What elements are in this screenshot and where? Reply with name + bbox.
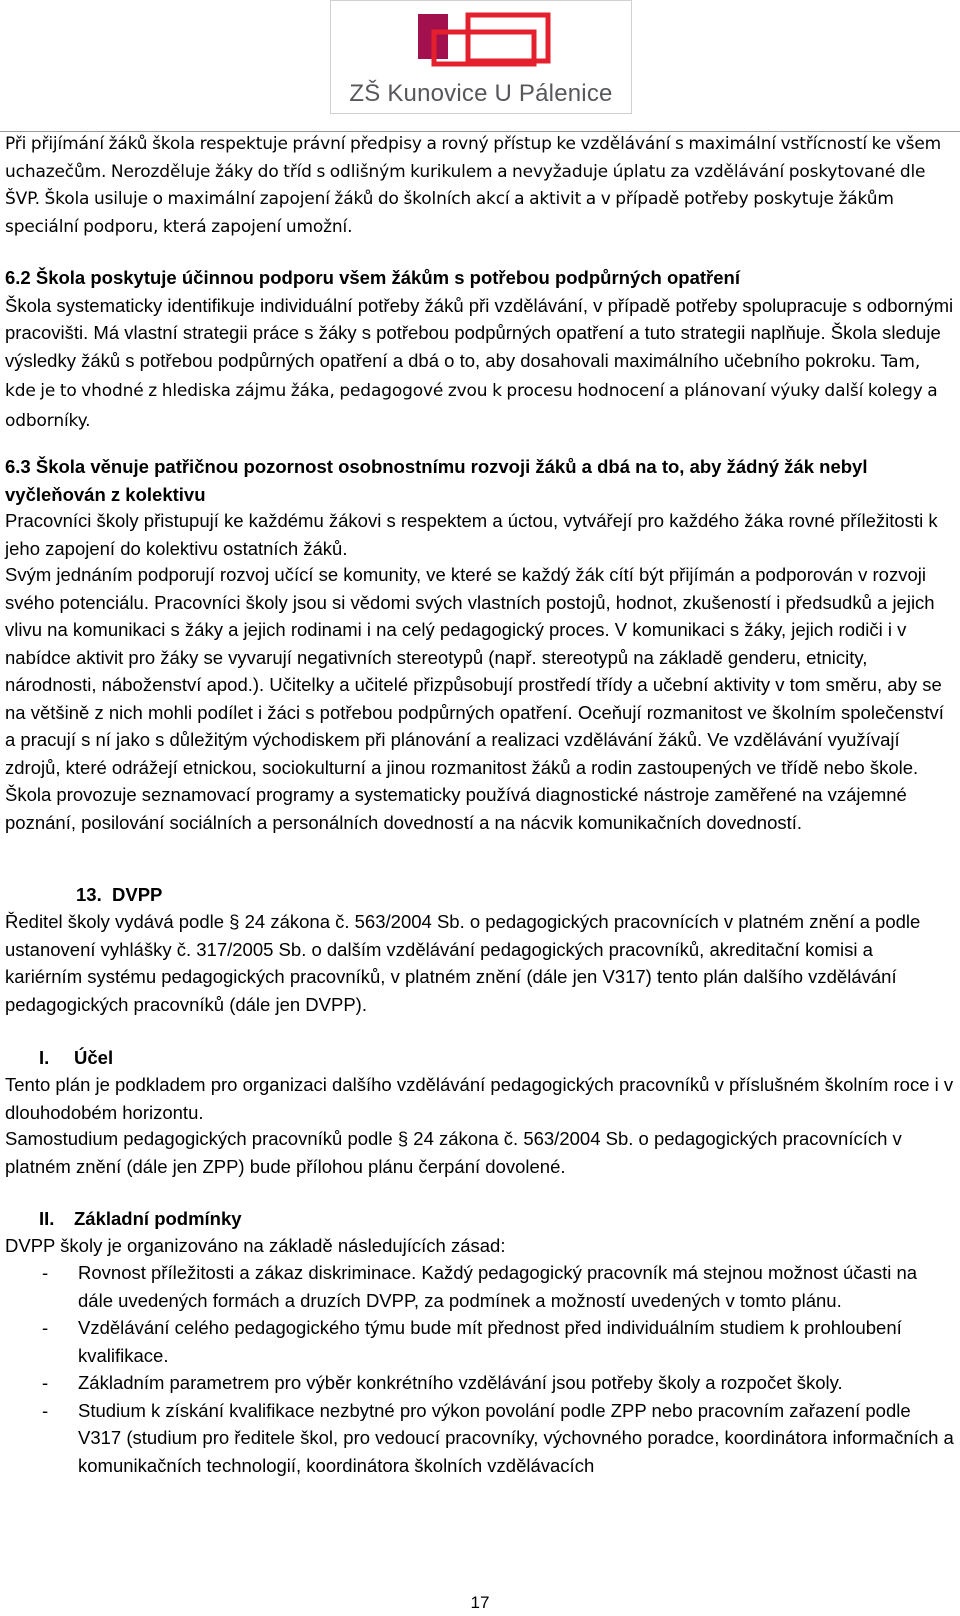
section-II-list — [5, 1259, 955, 1479]
section-6-2-body — [5, 292, 955, 436]
section-II-number: II. — [39, 1208, 55, 1229]
bullet-dash: - — [42, 1372, 49, 1393]
section-I-body-1: Tento plán je podkladem pro organizaci dalšího vzdělávání pedagogických pracovníků v příslušném školním roce i v dlouhodobém horizontu. — [5, 1074, 954, 1123]
list-item-text: Základním parametrem pro výběr konkrétního vzdělávání jsou potřeby školy a rozpočet školy. — [78, 1372, 843, 1393]
section-I-number: I. — [39, 1047, 50, 1068]
bullet-dash: - — [42, 1399, 49, 1421]
section-I-title: Účel — [74, 1047, 114, 1068]
list-item-text: Rovnost příležitosti a zákaz diskriminace. Každý pedagogický pracovník má stejnou možnost účasti na dále uvedených formách a druzích DVPP, za podmínek a možností uvedených v tomto plánu. — [78, 1262, 918, 1311]
section-I-heading — [39, 1044, 113, 1072]
section-13-title: DVPP — [112, 884, 163, 905]
section-6-2-body-a: Škola systematicky identifikuje individuální potřeby žáků při vzdělávání, v případě potřeby spolupracuje s odbornými pracovišti. Má vlastní strategii práce s žáky s potřebou podpůrných opatření a tuto strategii naplňuje. Škola sleduje výsledky žáků s potřebou podpůrných opatření a dbá o to, aby dosahovali maximálního učebního pokroku. — [5, 294, 954, 371]
page-number: 17 — [470, 1593, 490, 1612]
list-item — [5, 1259, 955, 1314]
section-II-title: Základní podmínky — [74, 1208, 242, 1229]
logo-text: ZŠ Kunovice U Pálenice — [349, 80, 613, 107]
section-13-body: Ředitel školy vydává podle § 24 zákona č. 563/2004 Sb. o pedagogických pracovnících v platném znění a podle ustanovení vyhlášky č. 317/2005 Sb. o dalším vzdělávání pedagogických pracovníků, akreditační komisi a kariérním systému pedagogických pracovníků, v platném znění (dále jen V317) tento plán dalšího vzdělávání pedagogických pracovníků (dále jen DVPP). — [5, 911, 921, 1015]
section-I-body-2: Samostudium pedagogických pracovníků podle § 24 zákona č. 563/2004 Sb. o pedagogických pracovnících v platném znění (dále jen ZPP) bude přílohou plánu čerpání dovolené. — [5, 1128, 902, 1177]
bullet-dash: - — [42, 1317, 49, 1338]
list-item — [5, 1314, 955, 1369]
section-13-number: 13. — [76, 884, 102, 905]
list-item-text: Vzdělávání celého pedagogického týmu bude mít přednost před individuálním studiem k prohloubení kvalifikace. — [78, 1317, 902, 1366]
section-6-2-body-b: Tam, kde je to vhodné z hlediska zájmu žáka, pedagogové zvou k procesu hodnocení a plánovaní výuky další kolegy a odborníky. — [5, 351, 938, 431]
school-logo — [330, 0, 632, 114]
list-item — [5, 1369, 955, 1397]
section-6-3-body-1: Pracovníci školy přistupují ke každému žákovi s respektem a úctou, vytvářejí pro každého žáka rovné příležitosti k jeho zapojení do kolektivu ostatních žáků. — [5, 510, 938, 559]
section-6-2-heading: 6.2 Škola poskytuje účinnou podporu všem žákům s potřebou podpůrných opatření — [5, 267, 740, 288]
section-6-3-heading: 6.3 Škola věnuje patřičnou pozornost osobnostnímu rozvoji žáků a dbá na to, aby žádný žák nebyl vyčleňován z kolektivu — [5, 456, 868, 505]
section-13-heading — [76, 881, 162, 909]
section-6-3-body-2: Svým jednáním podporují rozvoj učící se komunity, ve které se každý žák cítí být přijímán a podporován v rozvoji svého potenciálu. Pracovníci školy jsou si vědomi svých vlastních postojů, hodnot, zkušeností i předsudků a jejich vlivu na komunikaci s žáky a jejich rodinami i na celý pedagogický proces. V komunikaci s žáky, jejich rodiči i v nabídce aktivit pro žáky se vyvarují negativních stereotypů (např. stereotypů na základě genderu, etnicity, národnosti, náboženství apod.). Učitelky a učitelé přizpůsobují prostředí třídy a učební aktivity v tom směru, aby se na většině z nich mohli podílet i žáci s potřebou podpůrných opatření. Oceňují rozmanitost ve školním společenství a pracují s ní jako s důležitým východiskem při plánování a realizaci vzdělávání žáků. Ve vzdělávání využívají zdrojů, které odrážejí etnickou, sociokulturní a jinou rozmanitost žáků a rodin zastoupených ve třídě nebo škole. Škola provozuje seznamovací programy a systematicky používá diagnostické nástroje zaměřené na vzájemné poznání, posilování sociálních a personálních dovedností a na nácvik komunikačních dovedností. — [5, 564, 944, 833]
section-II-intro: DVPP školy je organizováno na základě následujících zásad: — [5, 1235, 506, 1256]
intro-paragraph: Při přijímání žáků škola respektuje právní předpisy a rovný přístup ke vzdělávání s maximální vstřícností ke všem uchazečům. Nerozděluje žáky do tříd s odlišným kurikulem a nevyžaduje úplatu za vzdělávání poskytované dle ŠVP. Škola usiluje o maximální zapojení žáků do školních akcí a aktivit a v případě potřeby poskytuje žákům speciální podporu, která zapojení umožní. — [5, 134, 942, 237]
list-item — [5, 1397, 955, 1480]
list-item-text: Studium k získání kvalifikace nezbytné pro výkon povolání podle ZPP nebo pracovním zařazení podle V317 (studium pro ředitele škol, pro vedoucí pracovníky, výchovného poradce, koordinátora informačních a komunikačních technologií, koordinátora školních vzdělávacích — [78, 1399, 954, 1476]
bullet-dash: - — [42, 1262, 49, 1283]
section-II-heading — [39, 1205, 242, 1233]
